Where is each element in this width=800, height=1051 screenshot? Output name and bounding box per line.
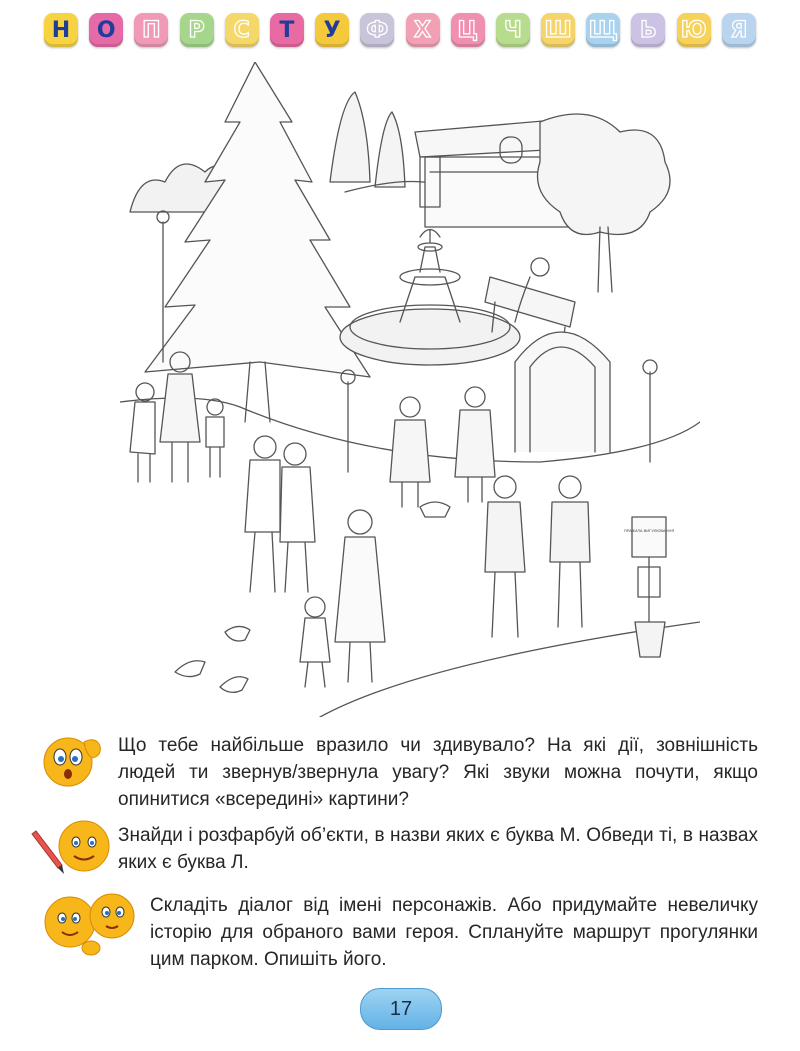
pigeons	[175, 626, 250, 692]
lamp-post-left	[157, 211, 169, 362]
flower-arch	[515, 332, 610, 452]
letter-tile: Щ	[586, 13, 620, 47]
elderly-men-talking	[485, 476, 590, 637]
task-text-1: Що тебе найбільше вразило чи здивувало? На які дії, зовнішність людей ти звернув/звернула увагу? Які звуки можна почути, якщо опинитися «всередині» картини?	[118, 735, 758, 810]
fir-tree	[145, 62, 370, 422]
letter-tile: Ю	[677, 13, 711, 47]
letter-tile: С	[225, 13, 259, 47]
pencil-emoji-icon	[26, 816, 116, 878]
letter-tile: Я	[722, 13, 756, 47]
letter-tile: Ь	[631, 13, 665, 47]
letter-tile: Н	[44, 13, 78, 47]
sign-text: ПРАВИЛА ВИГУЛЮВАННЯ	[623, 528, 675, 533]
park-illustration	[120, 62, 700, 717]
letter-tile: Ш	[541, 13, 575, 47]
surprised-emoji-icon	[38, 728, 108, 790]
letter-tile: Ц	[451, 13, 485, 47]
page-number: 17	[360, 988, 442, 1030]
mother-with-child	[300, 510, 385, 687]
letter-tile: Т	[270, 13, 304, 47]
dog-walking-sign	[632, 517, 666, 657]
letter-tile: У	[315, 13, 349, 47]
elderly-women-with-dog	[390, 387, 495, 517]
task-text-2: Знайди і розфарбуй об’єкти, в назви яких є буква М. Обведи ті, в назвах яких є буква Л.	[118, 825, 758, 873]
letter-tile: П	[134, 13, 168, 47]
lamp-post-center	[341, 370, 355, 472]
task-text-3: Складіть діалог від імені персонажів. Або придумайте невеличку історію для обраного вами героя. Сплануйте маршрут прогулянки цим парком. Опишіть його.	[150, 895, 758, 970]
tree-right	[538, 114, 671, 292]
letter-tile: Ф	[360, 13, 394, 47]
alphabet-strip	[44, 10, 756, 50]
family-group-left	[130, 352, 224, 482]
letter-tile: Ч	[496, 13, 530, 47]
letter-tile: О	[89, 13, 123, 47]
two-emoji-pair-icon	[36, 888, 144, 960]
lamp-post-right	[643, 360, 657, 462]
letter-tile: Х	[406, 13, 440, 47]
letter-tile: Р	[180, 13, 214, 47]
couple	[245, 436, 315, 592]
